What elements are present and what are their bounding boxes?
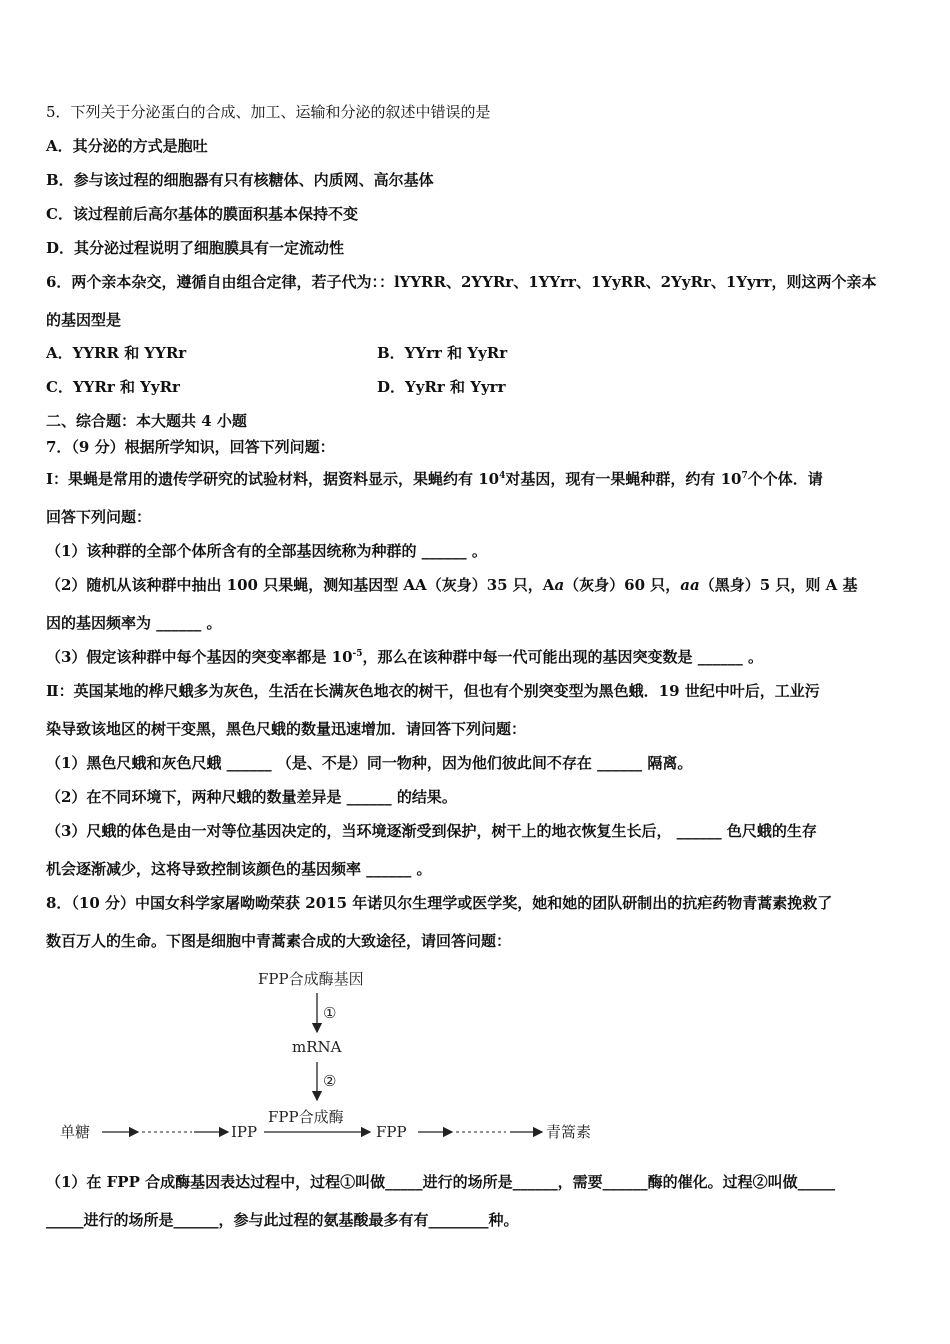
q5-option-d: D．其分泌过程说明了细胞膜具有一定流动性	[46, 239, 345, 257]
q6-option-b: B．YYrr 和 YyRr	[377, 344, 508, 362]
mrna-label: mRNA	[292, 1038, 342, 1056]
step1-label: ①	[323, 1004, 337, 1022]
node-monosaccharide: 单糖	[60, 1123, 91, 1141]
q8-stem-line1: 8．（10 分）中国女科学家屠呦呦荣获 2015 年诺贝尔生理学或医学奖，她和她的团队研制出的抗疟药物青蒿素挽救了	[46, 894, 833, 912]
q7-item2-line1: （2）随机从该种群中抽出 100 只果蝇，测知基因型 AA（灰身）35 只，Aa（灰身）60 只，aa（黑身）5 只，则 A 基	[46, 576, 858, 594]
node-ipp: IPP	[231, 1123, 258, 1141]
q7-part1-line1: Ⅰ：果蝇是常用的遗传学研究的试验材料，据资料显示，果蝇约有 $10^4$对基因，现有一果蝇种群，约有 $10^7$个个体．请	[46, 470, 823, 488]
q5-option-b: B．参与该过程的细胞器有只有核糖体、内质网、高尔基体	[46, 171, 434, 189]
q7-item1: （1）该种群的全部个体所含有的全部基因统称为种群的 ______ 。	[46, 542, 487, 560]
q7-part1-line2: 回答下列问题：	[46, 508, 152, 526]
q6-option-a: A．YYRR 和 YYRr	[46, 344, 187, 362]
q5-option-c: C．该过程前后高尔基体的膜面积基本保持不变	[46, 205, 358, 223]
q7-part2-item1: （1）黑色尺蛾和灰色尺蛾 ______ （是、不是）同一物种，因为他们彼此间不存在 ______ 隔离。	[46, 754, 693, 772]
q5-option-a: A．其分泌的方式是胞吐	[46, 137, 208, 155]
q8-stem-line2: 数百万人的生命。下图是细胞中青蒿素合成的大致途径，请回答问题：	[46, 932, 512, 950]
q7-heading: 7．（9 分）根据所学知识，回答下列问题：	[46, 438, 335, 456]
gene-label: FPP合成酶基因	[258, 970, 364, 988]
q6-option-c: C．YYRr 和 YyRr	[46, 378, 180, 396]
q6-stem-line2: 的基因型是	[46, 311, 122, 329]
pathway-diagram	[0, 960, 950, 1160]
q8-item1-line1: （1）在 FPP 合成酶基因表达过程中，过程①叫做_____进行的场所是______，需要______酶的催化。过程②叫做_____	[46, 1173, 836, 1191]
section-heading: 二、综合题：本大题共 4 小题	[46, 412, 247, 430]
node-artemisinin: 青篙素	[546, 1123, 592, 1141]
q7-item2-line2: 因的基因频率为 ______ 。	[46, 614, 222, 632]
q8-item1-line2: _____进行的场所是______，参与此过程的氨基酸最多有有________种。	[46, 1211, 519, 1229]
enzyme-label: FPP合成酶	[268, 1108, 344, 1126]
q7-part2-item3-line1: （3）尺蛾的体色是由一对等位基因决定的，当环境逐渐受到保护，树干上的地衣恢复生长后， ______ 色尺蛾的生存	[46, 822, 817, 840]
step2-label: ②	[323, 1072, 337, 1090]
q5-stem: 5．下列关于分泌蛋白的合成、加工、运输和分泌的叙述中错误的是	[46, 103, 491, 121]
q7-part2-line1: Ⅱ：英国某地的桦尺蛾多为灰色，生活在长满灰色地衣的树干，但也有个别突变型为黑色蛾．19 世纪中叶后，工业污	[46, 682, 820, 700]
q6-option-d: D．YyRr 和 Yyrr	[377, 378, 506, 396]
q6-stem-line1: 6．两个亲本杂交，遵循自由组合定律，若子代为：：lYYRR、2YYRr、1YYrr、1YyRR、2YyRr、1Yyrr，则这两个亲本	[46, 273, 877, 291]
q7-part2-item2: （2）在不同环境下，两种尺蛾的数量差异是 ______ 的结果。	[46, 788, 457, 806]
node-fpp: FPP	[376, 1123, 407, 1141]
q7-part2-line2: 染导致该地区的树干变黑，黑色尺蛾的数量迅速增加．请回答下列问题：	[46, 720, 527, 738]
q7-part2-item3-line2: 机会逐渐减少，这将导致控制该颜色的基因频率 ______ 。	[46, 860, 432, 878]
q7-item3: （3）假定该种群中每个基因的突变率都是 $10^{-5}$，那么在该种群中每一代可能出现的基因突变数是 ______ 。	[46, 648, 763, 666]
